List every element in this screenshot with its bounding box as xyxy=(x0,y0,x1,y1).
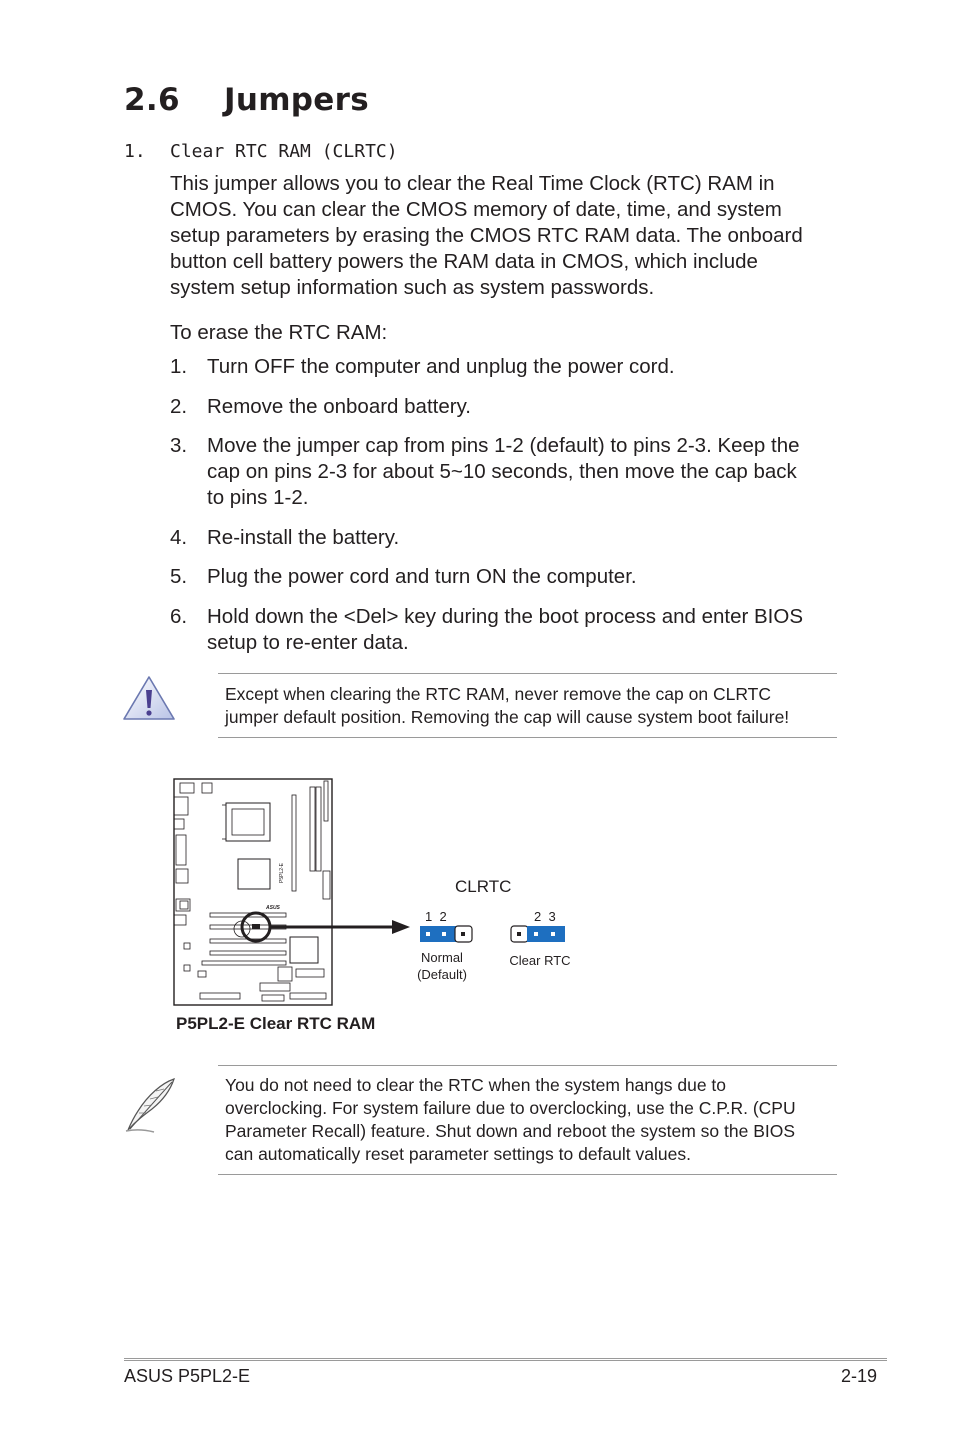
intro-line: This jumper allows you to clear the Real Time Clock (RTC) RAM in xyxy=(170,172,775,195)
step-text: Turn OFF the computer and unplug the power cord. xyxy=(207,355,675,378)
step-item xyxy=(170,394,850,420)
normal-label: Normal xyxy=(421,950,463,965)
step-text: Hold down the <Del> key during the boot process and enter BIOS xyxy=(207,604,804,628)
note-line: can automatically reset parameter settings to default values. xyxy=(225,1144,691,1164)
pins-normal-label: 1 2 xyxy=(425,909,447,924)
section-number: 2.6 xyxy=(124,82,180,118)
step-text: Remove the onboard battery. xyxy=(207,394,471,418)
step-item xyxy=(170,433,850,511)
step-text: to pins 1-2. xyxy=(207,486,309,509)
intro-paragraph xyxy=(170,171,850,301)
erase-heading: To erase the RTC RAM: xyxy=(170,321,388,344)
step-number: 4. xyxy=(170,525,188,549)
intro-line: CMOS. You can clear the CMOS memory of date, time, and system xyxy=(170,198,782,221)
step-text: Re-install the battery. xyxy=(207,525,400,549)
warning-line: Except when clearing the RTC RAM, never remove the cap on CLRTC xyxy=(225,684,771,704)
note-line: overclocking. For system failure due to overclocking, use the C.P.R. (CPU xyxy=(225,1098,796,1118)
step-text: Move the jumper cap from pins 1-2 (default) to pins 2-3. Keep the xyxy=(207,434,800,457)
step-item xyxy=(170,564,850,590)
warning-icon xyxy=(122,675,176,721)
step-text: setup to re-enter data. xyxy=(207,630,409,654)
section-title xyxy=(124,82,369,118)
feather-icon xyxy=(122,1075,182,1135)
warning-note xyxy=(218,673,837,738)
warning-line: jumper default position. Removing the cap will cause system boot failure! xyxy=(225,707,790,727)
svg-text:ASUS: ASUS xyxy=(266,905,280,911)
diagram-caption: P5PL2-E Clear RTC RAM xyxy=(176,1014,376,1033)
subsection-number: 1. xyxy=(124,141,146,162)
info-note xyxy=(218,1065,837,1175)
board-label: P5PL2-E xyxy=(279,862,285,883)
note-line: Parameter Recall) feature. Shut down and reboot the system so the BIOS xyxy=(225,1121,796,1141)
jumper-name: CLRTC xyxy=(455,877,512,896)
clear-rtc-label: Clear RTC xyxy=(509,953,571,968)
jumper-cap xyxy=(527,926,565,942)
step-number: 5. xyxy=(170,565,188,588)
step-text: Plug the power cord and turn ON the computer. xyxy=(207,565,637,588)
section-title-text: Jumpers xyxy=(224,82,369,118)
note-line: You do not need to clear the RTC when the system hangs due to xyxy=(225,1075,727,1095)
intro-line: system setup information such as system passwords. xyxy=(170,276,655,299)
steps-list xyxy=(170,354,850,669)
footer-page-number: 2-19 xyxy=(841,1366,878,1386)
intro-line: setup parameters by erasing the CMOS RTC RAM data. The onboard xyxy=(170,224,803,247)
step-number: 1. xyxy=(170,355,188,378)
step-number: 2. xyxy=(170,394,188,418)
footer-rule xyxy=(124,1358,887,1361)
jumper-clear xyxy=(511,926,565,942)
arrow-head xyxy=(392,920,410,934)
intro-line: button cell battery powers the RAM data in CMOS, which include xyxy=(170,250,758,273)
step-number: 6. xyxy=(170,604,188,628)
step-number: 3. xyxy=(170,434,188,457)
step-item xyxy=(170,354,850,380)
subsection-title: Clear RTC RAM (CLRTC) xyxy=(170,141,398,162)
jumper-normal xyxy=(420,926,472,942)
subsection-heading xyxy=(124,141,398,162)
jumper-cap xyxy=(420,926,456,942)
pins-clear-label: 2 3 xyxy=(534,909,556,924)
footer-product: ASUS P5PL2-E xyxy=(124,1366,251,1386)
step-item xyxy=(170,525,850,551)
step-item xyxy=(170,604,850,656)
default-label: (Default) xyxy=(417,967,467,982)
clrtc-diagram xyxy=(170,775,600,1040)
step-text: cap on pins 2-3 for about 5~10 seconds, then move the cap back xyxy=(207,460,797,483)
